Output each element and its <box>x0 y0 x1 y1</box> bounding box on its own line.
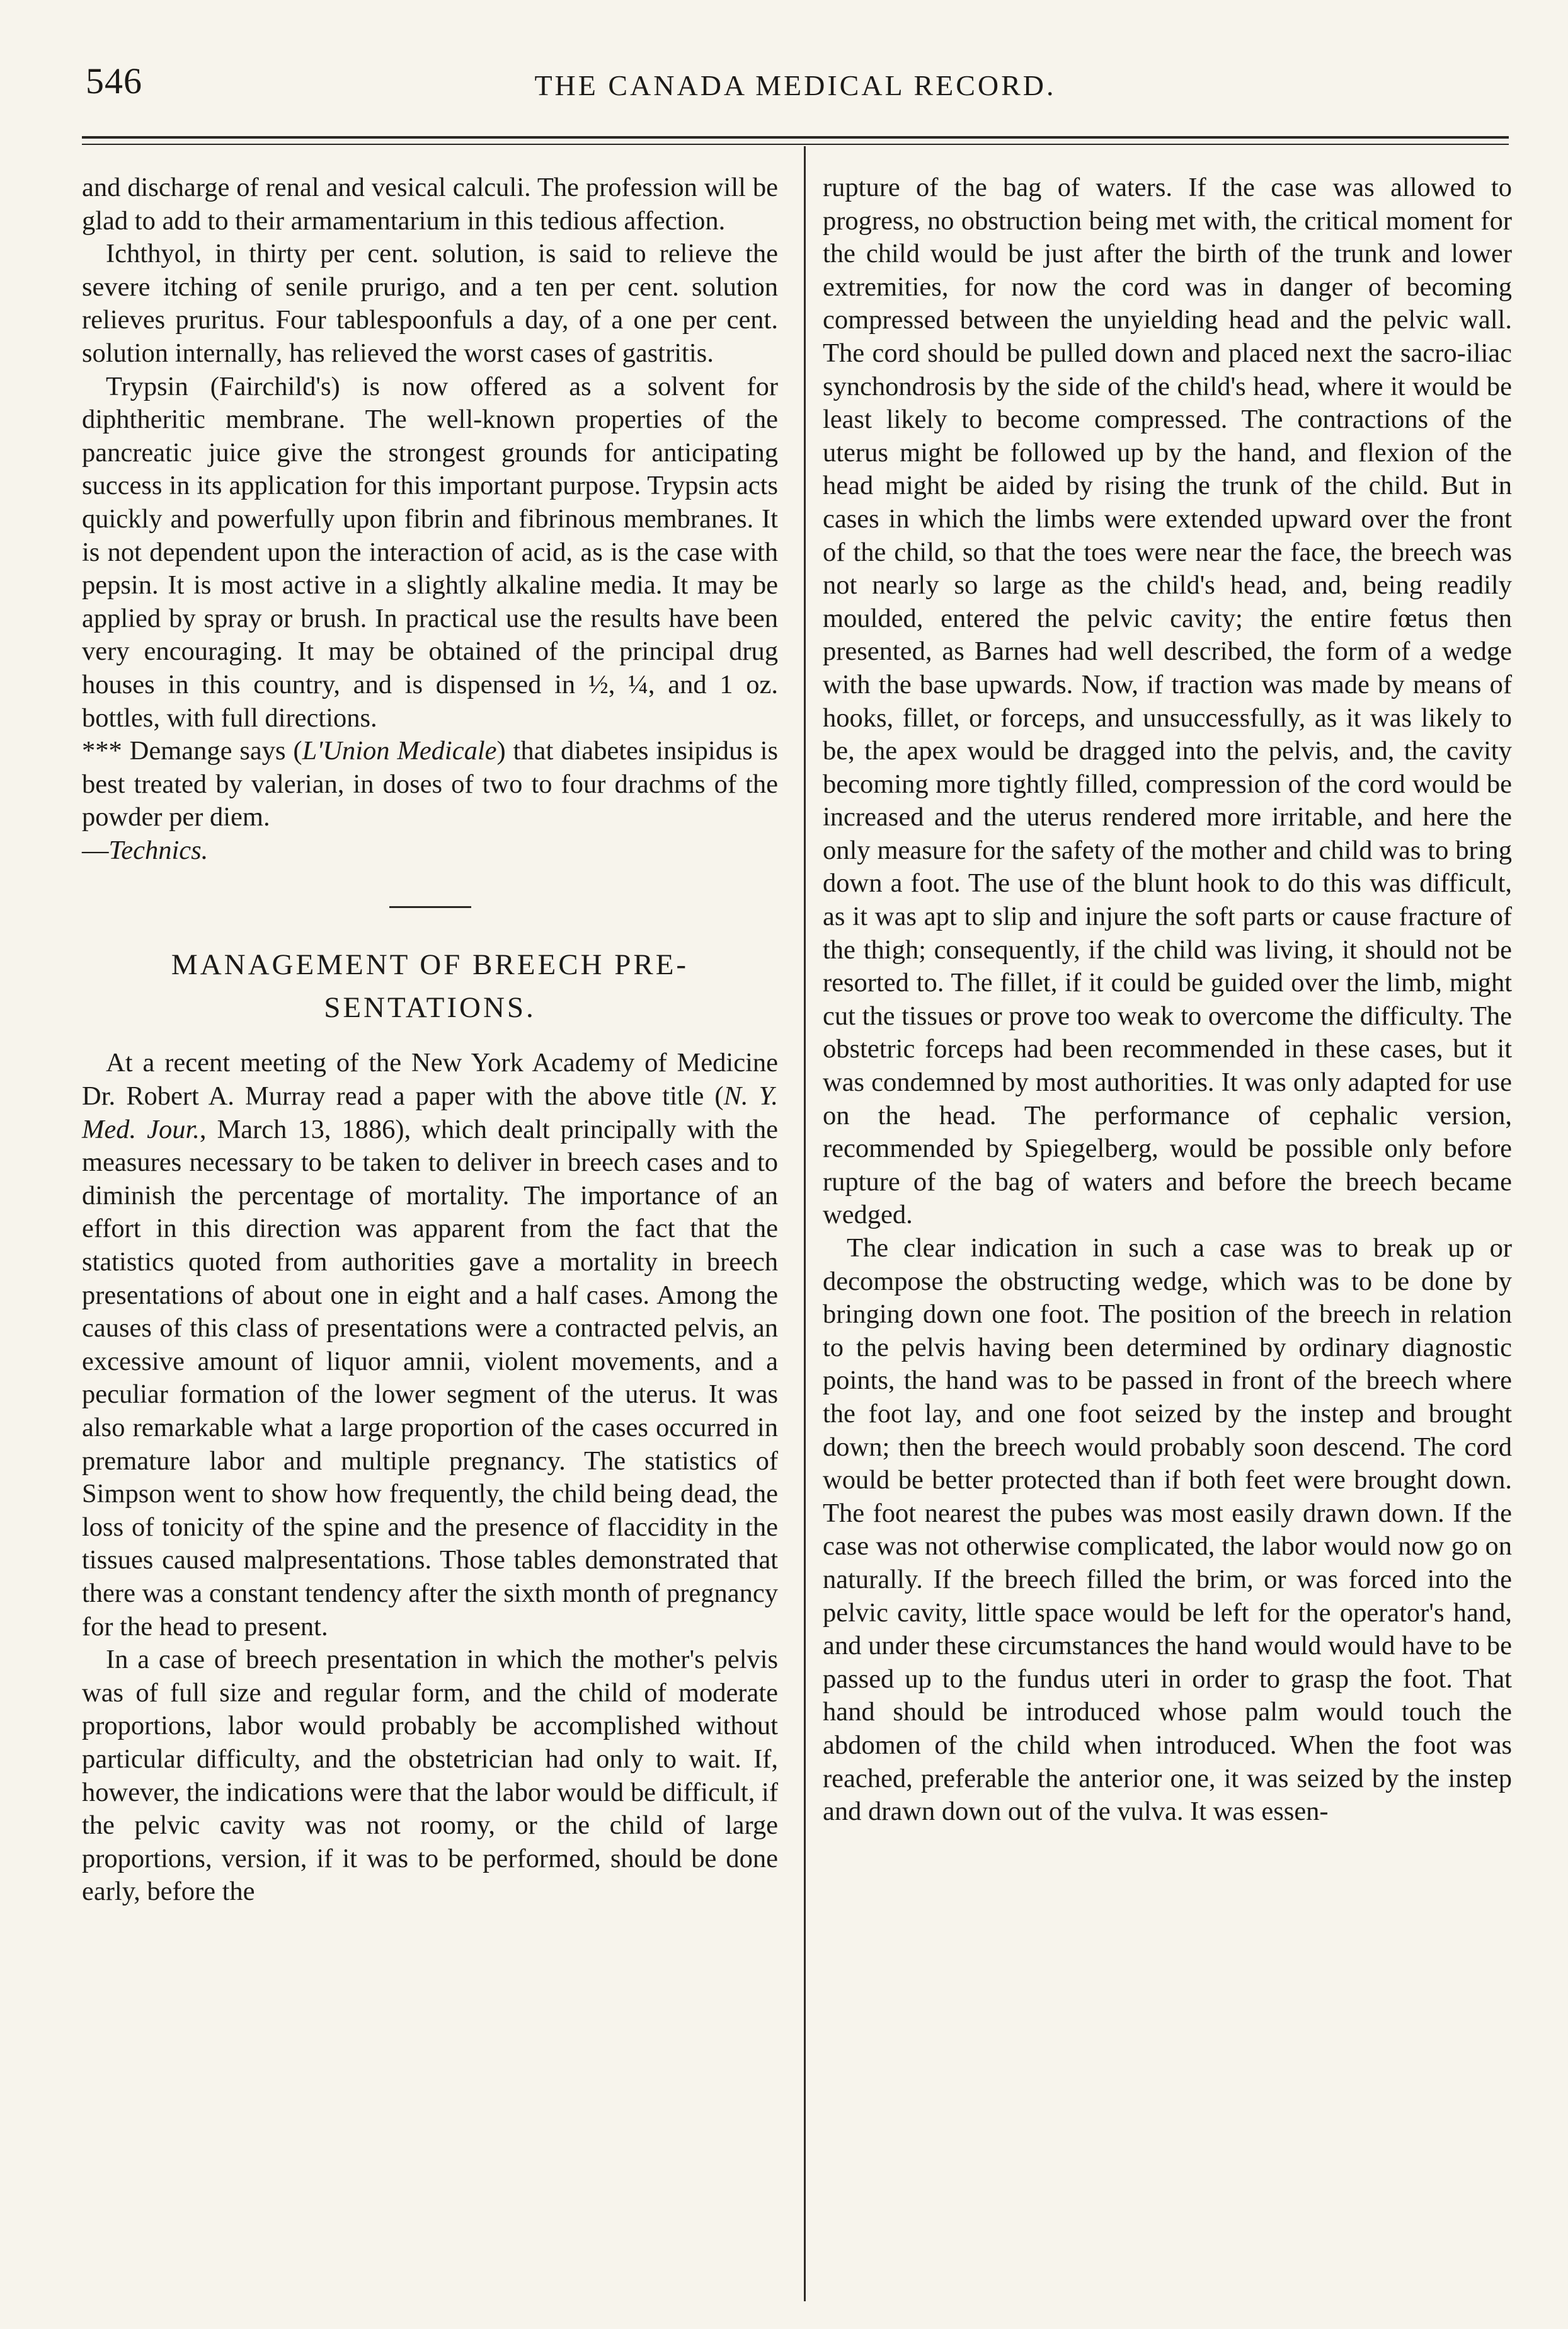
paragraph: rupture of the bag of waters. If the case was allowed to progress, no obstruction being met with, the critical moment for the child would be just after the birth of the trunk and lower extremities, for now the cord was in danger of becoming compressed between the unyielding head and the pelvic wall. The cord should be pulled down and placed next the sacro-iliac synchondrosis by the side of the child's head, where it would be least likely to become compressed. The contractions of the uterus might be followed up by the hand, and flexion of the head might be aided by rising the trunk of the child. But in cases in which the limbs were extended upward over the front of the child, so that the toes were near the face, the breech was not nearly so large as the child's head, and, being readily moulded, entered the pelvic cavity; the entire fœtus then presented, as Barnes had well described, the form of a wedge with the base upwards. Now, if traction was made by means of hooks, fillet, or forceps, and unsuccessfully, as it was likely to be, the apex would be dragged into the pelvis, and, the cavity becoming more tightly filled, compression of the cord would be increased and the uterus rendered more irritable, and here the only measure for the safety of the mother and child was to bring down a foot. The use of the blunt hook to do this was difficult, as it was apt to slip and injure the soft parts or cause fracture of the thigh; consequently, if the child was living, it should not be resorted to. The fillet, if it could be guided over the limb, might cut the tissues or prove too weak to overcome the difficulty. The obstetric forceps had been recommended in these cases, but it was condemned by most authorities. It was only adapted for use on the head. The performance of cephalic version, recommended by Spiegelberg, would be possible only before rupture of the bag of waters and before the breech became wedged. <box>823 173 1512 1230</box>
paragraph: In a case of breech presentation in which the mother's pelvis was of full size and regular form, and the child of moderate proportions, labor would probably be accomplished without particular difficulty, and the obstetrician had only to wait. If, however, the indications were that the labor would be difficult, if the pelvic cavity was not roomy, or the child of large proportions, version, if it was to be performed, should be done early, before the <box>82 1645 778 1907</box>
note-text-after: ) that diabetes insipidus is best treated by valerian, in doses of two to four drachms of the powder per diem. <box>82 736 779 832</box>
column-divider <box>804 146 806 2301</box>
paragraph-text-before: At a recent meeting of the New York Academy of Medicine Dr. Robert A. Murray read a paper with the above title ( <box>82 1048 778 1112</box>
paragraph-text-after: , March 13, 1886), which dealt principally with the measures necessary to be taken to deliver in breech cases and to diminish the percentage of mortality. The importance of an effort in this direction was apparent from the fact that the statistics quoted from authorities gave a mortality in breech presentations of about one in eight and a half cases. Among the causes of this class of presentations were a contracted pelvis, an excessive amount of liquor amnii, violent movements, and a peculiar formation of the lower segment of the uterus. It was also remarkable what a large proportion of the cases occurred in premature labor and multiple pregnancy. The statistics of Simpson went to show how frequently, the child being dead, the loss of tonicity of the spine and the presence of flaccidity in the tissues caused malpresentations. Those tables demonstrated that there was a constant tendency after the sixth month of pregnancy for the head to present. <box>82 1114 778 1642</box>
paragraph: and discharge of renal and vesical calculi. The profession will be glad to add to their armamentarium in this tedious affection. <box>82 173 778 236</box>
paragraph: The clear indication in such a case was to break up or decompose the obstructing wedge, which was to be done by bringing down one foot. The position of the breech in relation to the pelvis having been determined by ordinary diagnostic points, the hand was to be passed in front of the breech where the foot lay, and one foot seized by the instep and brought down; then the breech would probably soon descend. The cord would be better protected than if both feet were brought down. The foot nearest the pubes was most easily drawn down. If the case was not otherwise complicated, the labor would now go on naturally. If the breech filled the brim, or was forced into the pelvic cavity, little space would be left for the operator's hand, and under these circumstances the hand would would have to be passed up to the fundus uteri in order to grasp the foot. That hand should be introduced whose palm would touch the abdomen of the child when introduced. When the foot was reached, preferable the anterior one, it was seized by the instep and drawn down out of the vulva. It was essen- <box>823 1233 1512 1827</box>
page-header <box>76 60 1515 117</box>
section-heading <box>82 943 778 1029</box>
journal-citation: N. Y. Med. Jour. <box>82 1081 778 1144</box>
running-title: THE CANADA MEDICAL RECORD. <box>534 69 1056 101</box>
right-column <box>823 171 1512 1829</box>
left-column <box>82 171 778 1909</box>
section-heading-line-1: MANAGEMENT OF BREECH PRE- <box>171 948 689 982</box>
credit-source: Technics. <box>108 835 209 865</box>
paragraph: Ichthyol, in thirty per cent. solution, is said to relieve the severe itching of senile prurigo, and a ten per cent. solution relieves pruritus. Four tablespoonfuls a day, of a one per cent. solution internally, has relieved the worst cases of gastritis. <box>82 239 778 368</box>
note-credit <box>82 834 778 868</box>
section-heading-line-2: SENTATIONS. <box>324 991 536 1025</box>
paragraph: Trypsin (Fairchild's) is now offered as a solvent for diphtheritic membrane. The well-known properties of the pancreatic juice give the strongest grounds for anticipating success in its application for this important purpose. Trypsin acts quickly and powerfully upon fibrin and fibrinous membranes. It is not dependent upon the interaction of acid, as is the case with pepsin. It is most active in a slightly alkaline media. It may be applied by spray or brush. In practical use the results have been very encouraging. It may be obtained of the principal drug houses in this country, and is dispensed in ½, ¼, and 1 oz. bottles, with full directions. <box>82 371 778 733</box>
header-rule-thick <box>82 136 1509 139</box>
header-rule-thin <box>82 144 1509 145</box>
note-paragraph <box>82 735 778 834</box>
asterism: *** <box>82 736 130 766</box>
section-separator <box>389 906 471 908</box>
note-source: L'Union Medicale <box>302 736 497 766</box>
credit-dash: — <box>82 835 109 865</box>
page-number: 546 <box>86 60 142 101</box>
note-text-before: Demange says ( <box>129 736 302 766</box>
paragraph <box>82 1047 778 1643</box>
